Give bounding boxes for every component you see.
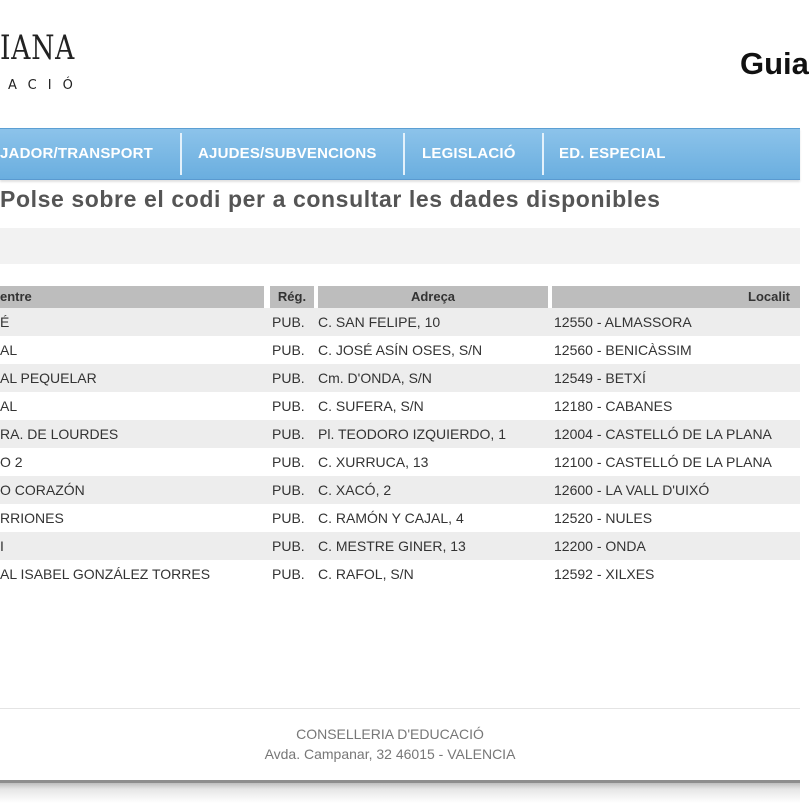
logo-text-top: IANA <box>0 28 76 68</box>
results-table <box>0 286 800 588</box>
column-header-centre: entre <box>0 286 264 308</box>
cell-adreca: C. RAFOL, S/N <box>318 566 414 582</box>
cell-localitat: 12200 - ONDA <box>554 538 646 554</box>
cell-adreca: C. XURRUCA, 13 <box>318 454 429 470</box>
table-header <box>0 286 800 308</box>
table-row[interactable] <box>0 448 800 476</box>
cell-centre: RA. DE LOURDES <box>0 426 119 442</box>
cell-localitat: 12560 - BENICÀSSIM <box>554 342 692 358</box>
instruction-text: Polse sobre el codi per a consultar les dades disponibles <box>0 186 661 212</box>
cell-reg: PUB. <box>272 398 305 414</box>
table-row[interactable] <box>0 420 800 448</box>
cell-reg: PUB. <box>272 566 305 582</box>
cell-localitat: 12180 - CABANES <box>554 398 673 414</box>
cell-reg: PUB. <box>272 482 305 498</box>
footer-divider <box>0 708 800 709</box>
table-row[interactable] <box>0 476 800 504</box>
table-row[interactable] <box>0 532 800 560</box>
cell-localitat: 12549 - BETXÍ <box>554 370 646 386</box>
site-logo[interactable] <box>0 26 120 98</box>
cell-reg: PUB. <box>272 314 305 330</box>
cell-adreca: C. SAN FELIPE, 10 <box>318 314 441 330</box>
table-row[interactable] <box>0 504 800 532</box>
nav-item-ed-especial[interactable]: ED. ESPECIAL <box>559 145 666 162</box>
cell-centre: AL PEQUELAR <box>0 370 97 386</box>
nav-item-ajudes[interactable]: AJUDES/SUBVENCIONS <box>198 145 377 162</box>
cell-centre: RRIONES <box>0 510 64 526</box>
window-frame-bottom <box>0 780 800 803</box>
nav-separator <box>180 133 182 175</box>
cell-reg: PUB. <box>272 510 305 526</box>
column-header-reg: Rég. <box>270 286 314 308</box>
cell-reg: PUB. <box>272 426 305 442</box>
cell-adreca: Cm. D'ONDA, S/N <box>318 370 432 386</box>
cell-adreca: C. XACÓ, 2 <box>318 482 392 498</box>
filter-band <box>0 228 800 264</box>
table-row[interactable] <box>0 392 800 420</box>
cell-reg: PUB. <box>272 370 305 386</box>
cell-localitat: 12550 - ALMASSORA <box>554 314 692 330</box>
cell-reg: PUB. <box>272 538 305 554</box>
nav-item-transport[interactable]: JADOR/TRANSPORT <box>0 145 154 162</box>
site-title: Guia <box>740 46 809 81</box>
cell-localitat: 12600 - LA VALL D'UIXÓ <box>554 482 710 498</box>
cell-adreca: C. SUFERA, S/N <box>318 398 424 414</box>
cell-localitat: 12100 - CASTELLÓ DE LA PLANA <box>554 454 772 470</box>
column-header-localitat: Localit <box>552 286 800 308</box>
cell-adreca: C. JOSÉ ASÍN OSES, S/N <box>318 342 483 358</box>
nav-separator <box>542 133 544 175</box>
footer-address: Avda. Campanar, 32 46015 - VALENCIA <box>264 746 516 762</box>
nav-separator <box>403 133 405 175</box>
cell-adreca: Pl. TEODORO IZQUIERDO, 1 <box>318 426 506 442</box>
cell-localitat: 12004 - CASTELLÓ DE LA PLANA <box>554 426 772 442</box>
cell-centre: AL ISABEL GONZÁLEZ TORRES <box>0 566 211 582</box>
cell-localitat: 12520 - NULES <box>554 510 653 526</box>
cell-centre: É <box>0 314 10 330</box>
cell-centre: I <box>0 538 4 554</box>
cell-centre: AL <box>0 398 18 414</box>
nav-item-legislacio[interactable]: LEGISLACIÓ <box>422 145 516 162</box>
cell-centre: AL <box>0 342 18 358</box>
main-nav <box>0 128 800 180</box>
column-header-adreca: Adreça <box>318 286 548 308</box>
footer-organization: CONSELLERIA D'EDUCACIÓ <box>296 726 484 742</box>
cell-centre: O CORAZÓN <box>0 482 85 498</box>
footer <box>0 724 780 764</box>
table-row[interactable] <box>0 308 800 336</box>
cell-adreca: C. RAMÓN Y CAJAL, 4 <box>318 510 464 526</box>
cell-localitat: 12592 - XILXES <box>554 566 655 582</box>
cell-adreca: C. MESTRE GINER, 13 <box>318 538 466 554</box>
table-row[interactable] <box>0 560 800 588</box>
table-row[interactable] <box>0 336 800 364</box>
logo-text-bottom: ACIÓ <box>8 78 84 93</box>
cell-centre: O 2 <box>0 454 23 470</box>
cell-reg: PUB. <box>272 342 305 358</box>
table-row[interactable] <box>0 364 800 392</box>
cell-reg: PUB. <box>272 454 305 470</box>
